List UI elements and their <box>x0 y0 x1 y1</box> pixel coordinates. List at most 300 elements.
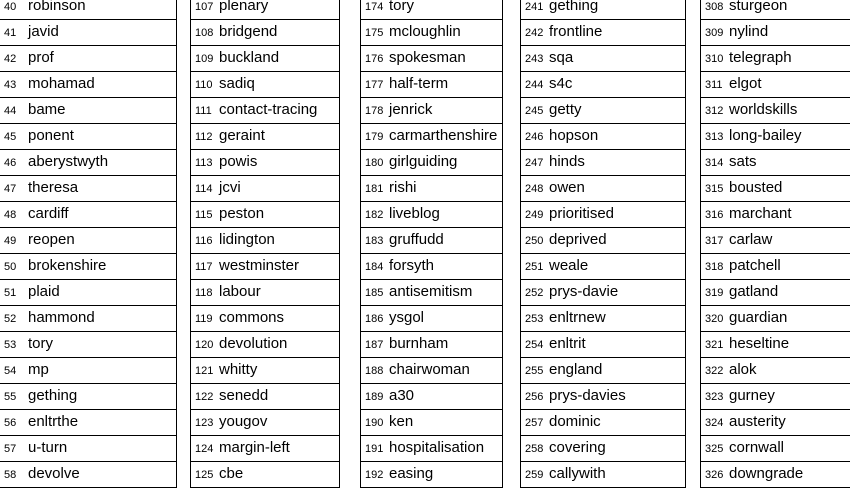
table-cell <box>0 0 177 20</box>
row-word: bridgend <box>219 23 277 40</box>
table-row <box>0 462 177 488</box>
row-word: england <box>549 361 602 378</box>
row-number: 44 <box>4 99 24 123</box>
table-row <box>361 436 503 462</box>
row-number: 254 <box>525 333 545 357</box>
table-cell <box>191 280 340 306</box>
table-cell <box>521 0 686 20</box>
row-word: bousted <box>729 179 782 196</box>
row-word: deprived <box>549 231 607 248</box>
table-row <box>521 462 686 488</box>
row-number: 180 <box>365 151 385 175</box>
row-number: 259 <box>525 463 545 487</box>
table-cell <box>191 98 340 124</box>
row-word: enltrthe <box>28 413 78 430</box>
table-row <box>191 124 340 150</box>
row-number: 50 <box>4 255 24 279</box>
row-number: 322 <box>705 359 725 383</box>
table-row <box>191 150 340 176</box>
table-cell <box>0 176 177 202</box>
row-number: 326 <box>705 463 725 487</box>
row-word: long-bailey <box>729 127 802 144</box>
table-row <box>701 306 850 332</box>
table-row <box>191 254 340 280</box>
table-cell <box>521 72 686 98</box>
table-row <box>0 176 177 202</box>
table-cell <box>191 46 340 72</box>
table-row <box>521 306 686 332</box>
row-word: half-term <box>389 75 448 92</box>
table-cell <box>701 0 850 20</box>
row-word: aberystwyth <box>28 153 108 170</box>
row-number: 250 <box>525 229 545 253</box>
row-word: hinds <box>549 153 585 170</box>
table-row <box>0 384 177 410</box>
table-row <box>0 20 177 46</box>
table-cell <box>191 332 340 358</box>
row-number: 174 <box>365 0 385 19</box>
table-row <box>521 46 686 72</box>
row-number: 111 <box>195 99 215 123</box>
row-number: 251 <box>525 255 545 279</box>
table-row <box>521 98 686 124</box>
table-row <box>701 254 850 280</box>
row-word: enltrit <box>549 335 586 352</box>
row-number: 175 <box>365 21 385 45</box>
table-cell <box>701 358 850 384</box>
table-row <box>361 332 503 358</box>
table-row <box>701 72 850 98</box>
row-number: 179 <box>365 125 385 149</box>
row-word: sturgeon <box>729 0 787 14</box>
row-number: 255 <box>525 359 545 383</box>
row-word: plenary <box>219 0 268 14</box>
row-word: yougov <box>219 413 267 430</box>
row-number: 47 <box>4 177 24 201</box>
table-cell <box>701 124 850 150</box>
row-word: hospitalisation <box>389 439 484 456</box>
row-word: margin-left <box>219 439 290 456</box>
table-cell <box>191 384 340 410</box>
row-word: tory <box>28 335 53 352</box>
row-word: whitty <box>219 361 257 378</box>
word-table-column-4 <box>520 0 686 488</box>
row-word: liveblog <box>389 205 440 222</box>
table-row <box>0 150 177 176</box>
table-cell <box>361 280 503 306</box>
table-cell <box>361 0 503 20</box>
table-row <box>0 280 177 306</box>
table-cell <box>361 254 503 280</box>
row-word: getty <box>549 101 582 118</box>
row-word: spokesman <box>389 49 466 66</box>
row-word: ysgol <box>389 309 424 326</box>
table-cell <box>521 384 686 410</box>
row-word: mcloughlin <box>389 23 461 40</box>
row-number: 56 <box>4 411 24 435</box>
table-row <box>361 202 503 228</box>
table-cell <box>701 306 850 332</box>
row-word: cornwall <box>729 439 784 456</box>
row-word: alok <box>729 361 757 378</box>
table-row <box>521 384 686 410</box>
word-table-column-1 <box>0 0 177 488</box>
row-number: 125 <box>195 463 215 487</box>
table-row <box>701 124 850 150</box>
row-word: a30 <box>389 387 414 404</box>
table-cell <box>361 72 503 98</box>
table-cell <box>361 20 503 46</box>
row-number: 256 <box>525 385 545 409</box>
table-cell <box>361 98 503 124</box>
row-number: 252 <box>525 281 545 305</box>
table-row <box>0 332 177 358</box>
table-cell <box>191 410 340 436</box>
table-cell <box>0 202 177 228</box>
row-number: 119 <box>195 307 215 331</box>
row-number: 186 <box>365 307 385 331</box>
table-row <box>521 0 686 20</box>
table-cell <box>0 280 177 306</box>
row-number: 248 <box>525 177 545 201</box>
row-word: devolution <box>219 335 287 352</box>
table-row <box>191 306 340 332</box>
row-word: easing <box>389 465 433 482</box>
row-number: 188 <box>365 359 385 383</box>
row-number: 323 <box>705 385 725 409</box>
table-cell <box>361 150 503 176</box>
table-cell <box>521 176 686 202</box>
word-table-column-5 <box>700 0 850 488</box>
table-cell <box>701 410 850 436</box>
row-number: 309 <box>705 21 725 45</box>
row-word: commons <box>219 309 284 326</box>
table-cell <box>191 72 340 98</box>
row-word: mp <box>28 361 49 378</box>
row-number: 320 <box>705 307 725 331</box>
row-word: geraint <box>219 127 265 144</box>
table-cell <box>521 228 686 254</box>
row-number: 121 <box>195 359 215 383</box>
table-cell <box>701 176 850 202</box>
table-cell <box>0 124 177 150</box>
row-number: 46 <box>4 151 24 175</box>
row-number: 308 <box>705 0 725 19</box>
table-row <box>191 98 340 124</box>
table-row <box>0 98 177 124</box>
row-number: 58 <box>4 463 24 487</box>
table-cell <box>191 228 340 254</box>
row-number: 310 <box>705 47 725 71</box>
table-cell <box>0 332 177 358</box>
table-cell <box>361 410 503 436</box>
row-number: 109 <box>195 47 215 71</box>
table-cell <box>0 462 177 488</box>
row-number: 312 <box>705 99 725 123</box>
row-number: 182 <box>365 203 385 227</box>
row-word: theresa <box>28 179 78 196</box>
row-word: senedd <box>219 387 268 404</box>
row-word: plaid <box>28 283 60 300</box>
table-row <box>701 358 850 384</box>
row-word: prof <box>28 49 54 66</box>
row-word: heseltine <box>729 335 789 352</box>
table-cell <box>521 410 686 436</box>
row-number: 51 <box>4 281 24 305</box>
row-number: 110 <box>195 73 215 97</box>
row-word: chairwoman <box>389 361 470 378</box>
row-number: 245 <box>525 99 545 123</box>
table-row <box>191 462 340 488</box>
table-cell <box>521 46 686 72</box>
row-word: javid <box>28 23 59 40</box>
row-word: downgrade <box>729 465 803 482</box>
row-number: 123 <box>195 411 215 435</box>
word-table-column-3 <box>360 0 503 488</box>
table-row <box>0 410 177 436</box>
row-word: worldskills <box>729 101 797 118</box>
table-row <box>0 124 177 150</box>
row-word: jenrick <box>389 101 432 118</box>
table-row <box>191 0 340 20</box>
table-cell <box>521 358 686 384</box>
row-word: antisemitism <box>389 283 472 300</box>
table-cell <box>0 98 177 124</box>
table-cell <box>701 462 850 488</box>
row-word: ponent <box>28 127 74 144</box>
table-row <box>361 462 503 488</box>
row-word: telegraph <box>729 49 792 66</box>
table-row <box>361 306 503 332</box>
table-cell <box>0 358 177 384</box>
table-row <box>701 436 850 462</box>
row-number: 48 <box>4 203 24 227</box>
table-row <box>191 176 340 202</box>
table-cell <box>361 462 503 488</box>
row-word: mohamad <box>28 75 95 92</box>
row-number: 43 <box>4 73 24 97</box>
table-row <box>521 202 686 228</box>
row-word: gatland <box>729 283 778 300</box>
table-cell <box>191 0 340 20</box>
table-cell <box>191 462 340 488</box>
row-number: 324 <box>705 411 725 435</box>
row-number: 318 <box>705 255 725 279</box>
row-number: 181 <box>365 177 385 201</box>
table-row <box>361 228 503 254</box>
row-word: frontline <box>549 23 602 40</box>
table-cell <box>0 20 177 46</box>
row-word: callywith <box>549 465 606 482</box>
table-cell <box>191 124 340 150</box>
table-row <box>361 150 503 176</box>
row-word: cbe <box>219 465 243 482</box>
row-number: 41 <box>4 21 24 45</box>
table-cell <box>361 124 503 150</box>
row-number: 258 <box>525 437 545 461</box>
row-number: 187 <box>365 333 385 357</box>
row-number: 107 <box>195 0 215 19</box>
row-word: sadiq <box>219 75 255 92</box>
table-row <box>361 72 503 98</box>
row-number: 242 <box>525 21 545 45</box>
row-number: 191 <box>365 437 385 461</box>
table-cell <box>521 98 686 124</box>
row-word: carmarthenshire <box>389 127 497 144</box>
table-row <box>521 332 686 358</box>
table-row <box>701 150 850 176</box>
row-number: 244 <box>525 73 545 97</box>
table-row <box>701 410 850 436</box>
row-word: dominic <box>549 413 601 430</box>
table-row <box>191 46 340 72</box>
table-row <box>361 46 503 72</box>
table-row <box>701 20 850 46</box>
row-word: cardiff <box>28 205 69 222</box>
table-cell <box>191 150 340 176</box>
row-number: 57 <box>4 437 24 461</box>
table-row <box>361 384 503 410</box>
table-row <box>361 254 503 280</box>
table-cell <box>361 436 503 462</box>
row-number: 241 <box>525 0 545 19</box>
row-word: guardian <box>729 309 787 326</box>
row-number: 321 <box>705 333 725 357</box>
row-word: weale <box>549 257 588 274</box>
table-cell <box>0 436 177 462</box>
table-row <box>521 150 686 176</box>
table-cell <box>521 202 686 228</box>
row-word: lidington <box>219 231 275 248</box>
table-cell <box>521 280 686 306</box>
row-number: 112 <box>195 125 215 149</box>
table-cell <box>0 410 177 436</box>
row-number: 190 <box>365 411 385 435</box>
table-cell <box>0 254 177 280</box>
table-row <box>701 0 850 20</box>
row-word: gurney <box>729 387 775 404</box>
table-row <box>521 72 686 98</box>
row-word: bame <box>28 101 66 118</box>
table-cell <box>361 358 503 384</box>
row-number: 177 <box>365 73 385 97</box>
row-number: 257 <box>525 411 545 435</box>
row-word: austerity <box>729 413 786 430</box>
row-word: s4c <box>549 75 572 92</box>
table-row <box>361 124 503 150</box>
row-word: marchant <box>729 205 792 222</box>
row-word: gething <box>549 0 598 14</box>
table-row <box>361 20 503 46</box>
row-number: 183 <box>365 229 385 253</box>
row-word: westminster <box>219 257 299 274</box>
row-number: 192 <box>365 463 385 487</box>
row-word: enltrnew <box>549 309 606 326</box>
table-cell <box>521 436 686 462</box>
table-row <box>0 306 177 332</box>
table-row <box>191 384 340 410</box>
table-cell <box>521 254 686 280</box>
table-row <box>521 410 686 436</box>
row-number: 108 <box>195 21 215 45</box>
row-number: 313 <box>705 125 725 149</box>
table-cell <box>521 332 686 358</box>
table-row <box>191 436 340 462</box>
row-word: forsyth <box>389 257 434 274</box>
table-cell <box>0 72 177 98</box>
table-cell <box>701 98 850 124</box>
row-number: 113 <box>195 151 215 175</box>
table-row <box>191 228 340 254</box>
row-number: 184 <box>365 255 385 279</box>
table-row <box>701 332 850 358</box>
table-cell <box>521 150 686 176</box>
table-cell <box>0 150 177 176</box>
table-row <box>0 228 177 254</box>
row-word: covering <box>549 439 606 456</box>
row-number: 325 <box>705 437 725 461</box>
table-cell <box>191 306 340 332</box>
row-number: 124 <box>195 437 215 461</box>
row-word: carlaw <box>729 231 772 248</box>
row-word: brokenshire <box>28 257 106 274</box>
table-row <box>0 0 177 20</box>
table-cell <box>701 436 850 462</box>
row-number: 53 <box>4 333 24 357</box>
row-word: buckland <box>219 49 279 66</box>
row-word: contact-tracing <box>219 101 317 118</box>
table-row <box>701 280 850 306</box>
table-row <box>521 124 686 150</box>
table-row <box>191 20 340 46</box>
table-cell <box>191 20 340 46</box>
table-cell <box>521 306 686 332</box>
row-number: 316 <box>705 203 725 227</box>
table-cell <box>361 332 503 358</box>
row-number: 317 <box>705 229 725 253</box>
table-row <box>0 436 177 462</box>
table-cell <box>701 202 850 228</box>
row-number: 42 <box>4 47 24 71</box>
word-table-column-2 <box>190 0 340 488</box>
row-word: jcvi <box>219 179 241 196</box>
row-number: 120 <box>195 333 215 357</box>
table-cell <box>361 384 503 410</box>
row-word: u-turn <box>28 439 67 456</box>
table-cell <box>701 228 850 254</box>
table-row <box>361 358 503 384</box>
row-word: tory <box>389 0 414 14</box>
row-word: girlguiding <box>389 153 457 170</box>
row-word: powis <box>219 153 257 170</box>
row-word: owen <box>549 179 585 196</box>
table-cell <box>521 124 686 150</box>
row-number: 52 <box>4 307 24 331</box>
table-cell <box>361 306 503 332</box>
row-word: gething <box>28 387 77 404</box>
table-cell <box>191 358 340 384</box>
row-number: 114 <box>195 177 215 201</box>
table-row <box>361 280 503 306</box>
row-number: 249 <box>525 203 545 227</box>
table-row <box>701 228 850 254</box>
table-row <box>191 358 340 384</box>
table-row <box>361 98 503 124</box>
table-row <box>0 72 177 98</box>
table-cell <box>0 384 177 410</box>
row-word: devolve <box>28 465 80 482</box>
table-cell <box>701 280 850 306</box>
